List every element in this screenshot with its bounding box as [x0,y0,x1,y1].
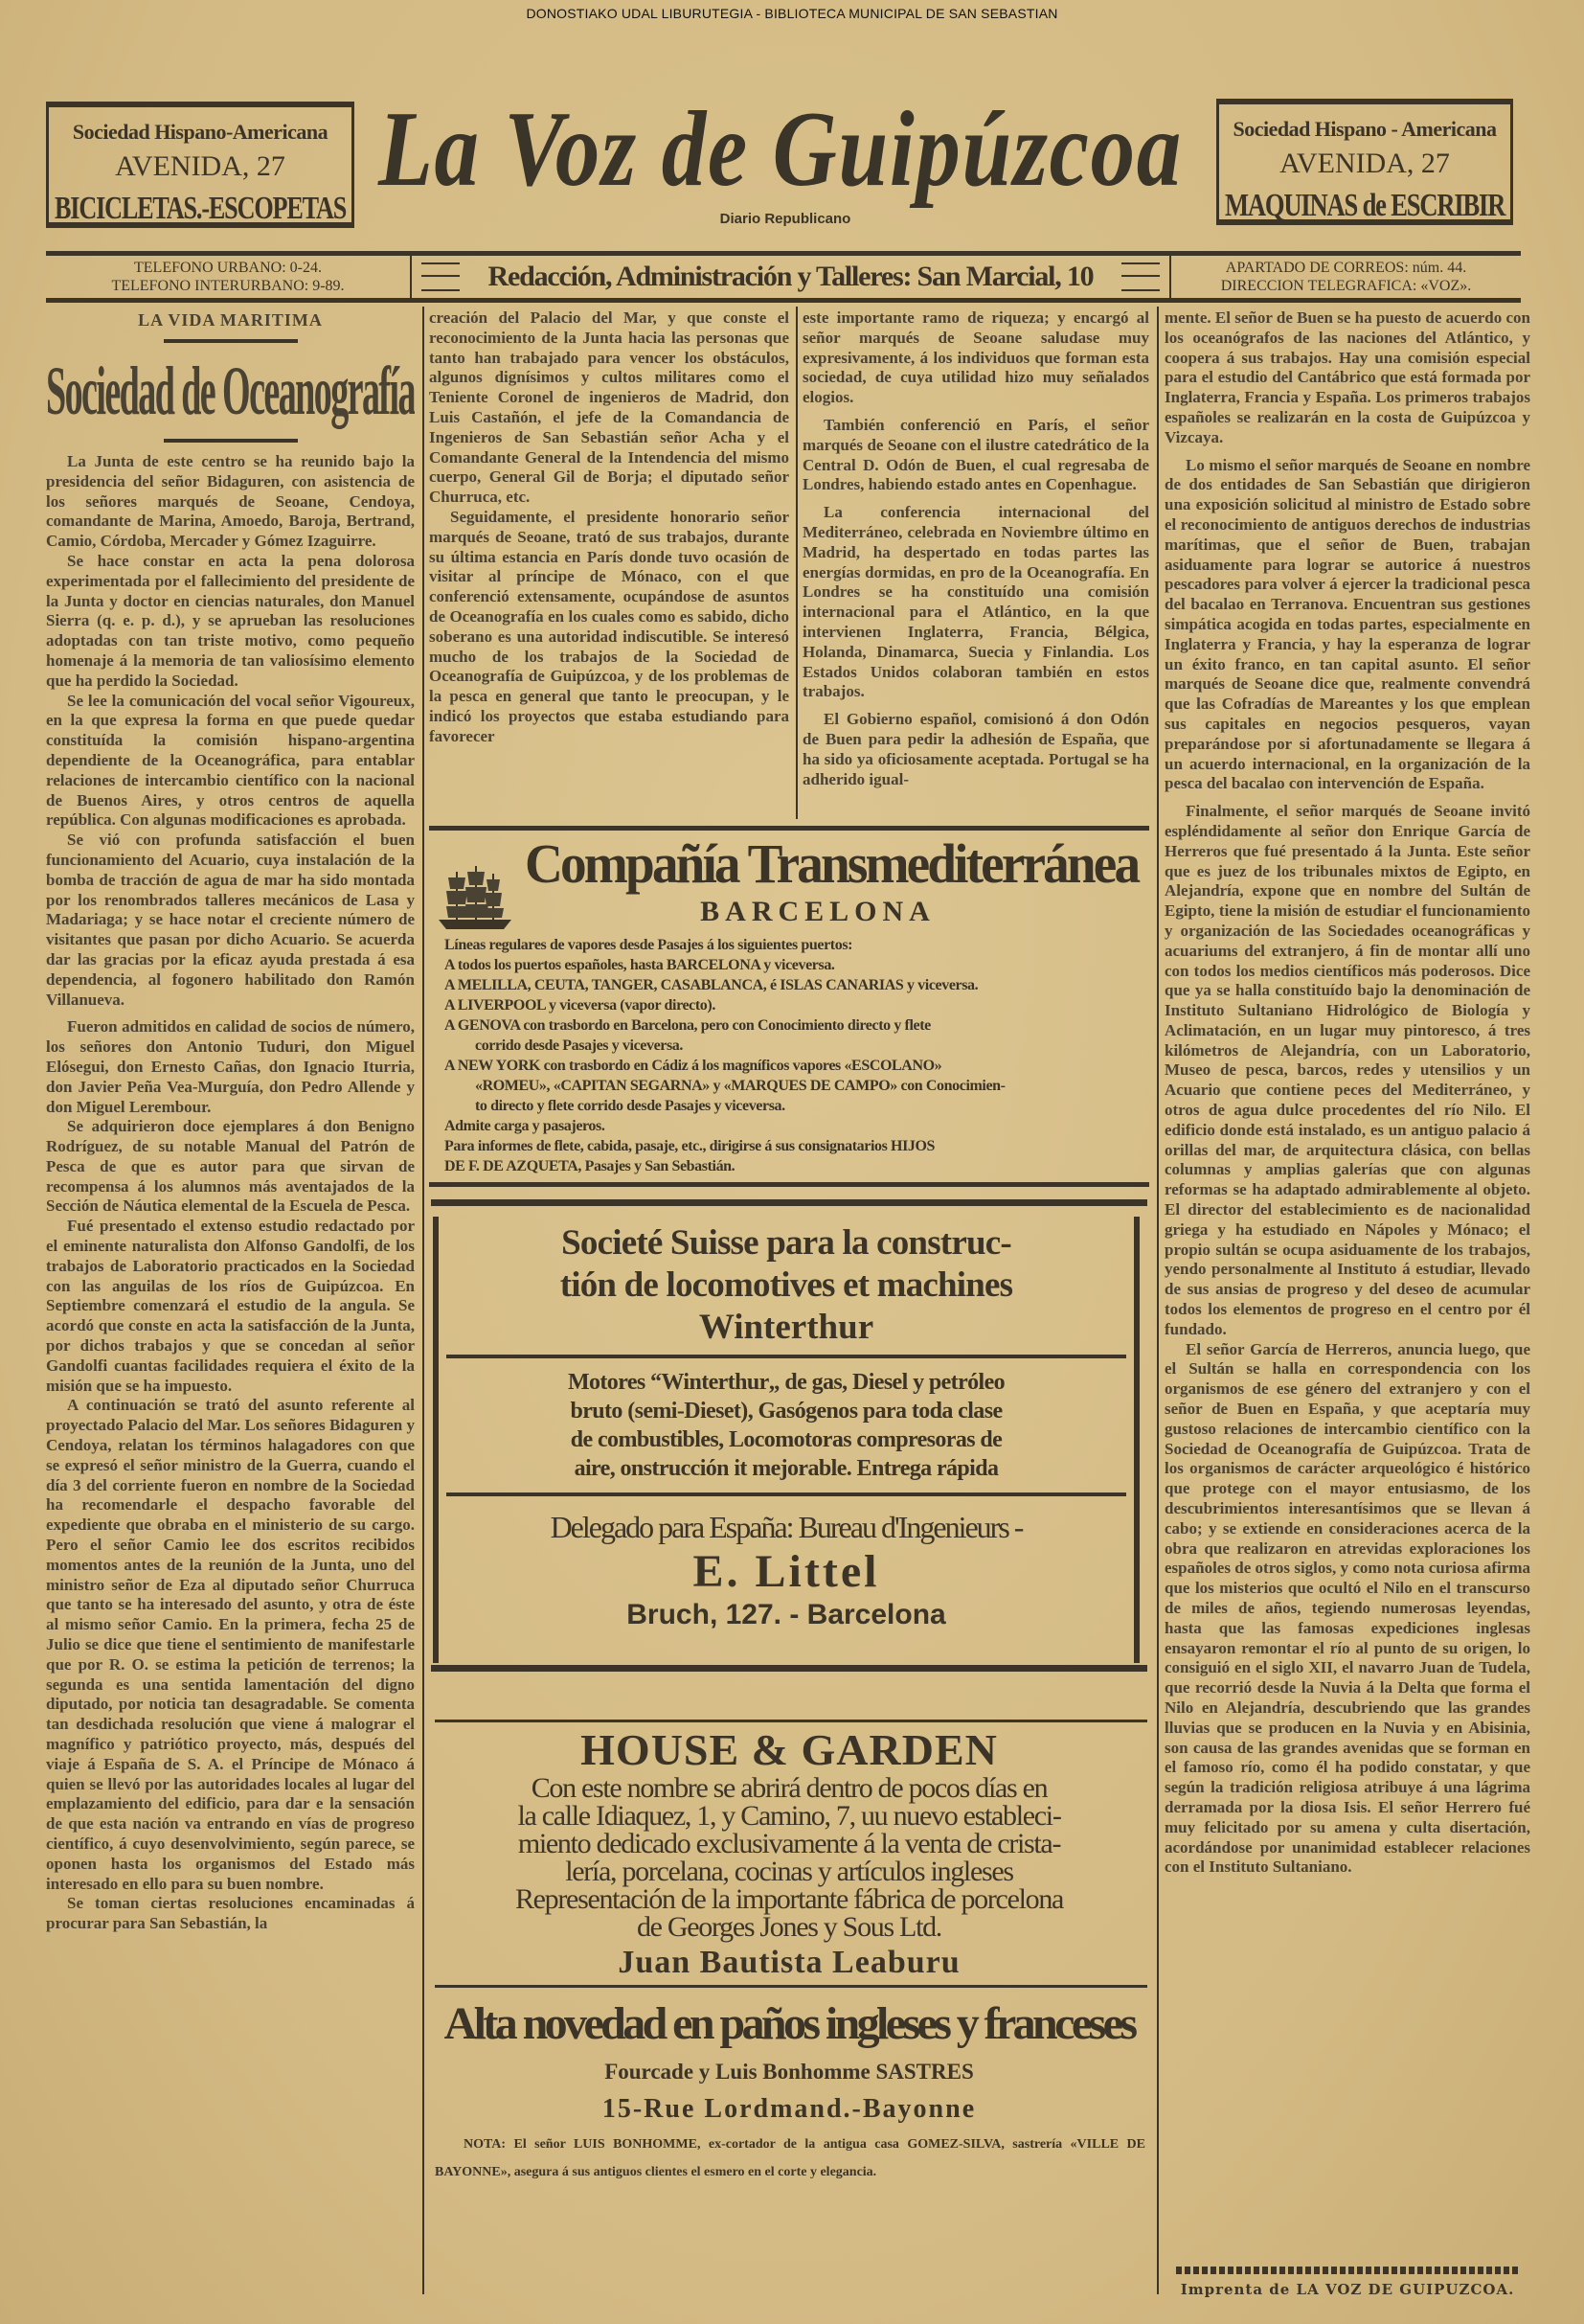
ad-body-line: de combustibles, Locomotoras compresoras de [570,1427,1003,1452]
ear-products: MAQUINAS de ESCRIBIR [1225,188,1505,223]
paragraph: Se vió con profunda satisfacción el buen funcionamiento del Acuario, cuya instalación de la bomba de tracción de agua de mar ha sido montada por los renombrados talleres mecánicos de Lasa y Madariaga; y se hace notar el creciente número de visitantes que pasan por dicho Acuario. Se acuerda dar las gracias por la eficaz ayuda prestada á esa dependencia, al fogonero habilitado don Ramón Villanueva. [46,831,415,1009]
phone-urban: TELEFONO URBANO: 0-24. [134,260,322,276]
paragraph: La conferencia internacional del Mediterráneo, celebrada en Noviembre último en Madrid, ha despertado en todas partes las energías dormidas, en pro de la Oceanografía. En Londres se ha constituído una comisión internacional para el Atlántico, en la que intervienen Inglaterra, Francia, Bélgica, Holanda, Dinamarca, Suecia y Finlandia. Los Estados Unidos colaboran también en estos trabajos. [803,503,1149,701]
ad-body-line: Motores “Winterthur„ de gas, Diesel y petróleo [567,1370,1006,1395]
article-column-2 [429,308,789,747]
ad-line: A GENOVA con trasbordo en Barcelona, pero con Conocimiento directo y flete [444,1017,931,1034]
ad-title-line: Societé Suisse para la construc- [561,1223,1011,1263]
ear-products: BICICLETAS.-ESCOPETAS [55,191,347,226]
paragraph: creación del Palacio del Mar, y que conste el reconocimiento de la Junta hacia las personas que tanto han trabajado para vencer los obstáculos, algunos dignísimos y cultos militares como el Teniente Coronel de ingenieros de Madrid, don Luis Castañón, el jefe de la Comandancia de Ingenieros de San Sebastián señor Acha y el Comandante General de la Intendencia del mismo cuerpo, General Gil de Borja; el diputado señor Churruca, etc. [429,308,789,507]
ad-line: A todos los puertos españoles, hasta BARCELONA y viceversa. [444,957,835,973]
paragraph: Se hace constar en acta la pena dolorosa experimentada por el fallecimiento del presidente de la Junta y doctor en ciencias naturales, don Manuel Sierra (q. e. p. d.), y se aprueban las resoluciones adoptadas con tan triste motivo, como pequeño homenaje á la memoria de tan valiosísimo elemento que ha perdido la Sociedad. [46,551,415,690]
ad-body-line: bruto (semi-Dieset), Gasógenos para toda clase [570,1399,1003,1424]
section-heading: LA VIDA MARITIMA [138,310,323,330]
left-ear-ad [46,102,354,228]
ad-line: Con este nombre se abrirá dentro de pocos días en [531,1772,1048,1804]
ad-title: Compañía Transmediterránea [525,832,1139,895]
ear-address: AVENIDA, 27 [1279,148,1450,179]
sailing-ship-icon [437,864,513,931]
paragraph: El señor García de Herreros, anuncia luego, que el Sultán se halla en correspondencia con los organismos de ese género del extranjero y con el señor de Buen en España, y que aceptaría muy gustoso relaciones de intercambio científico con la Sociedad de Oceanografía de Guipúzcoa. Trata de los organismos de carácter arqueológico é histórico que protege con el mayor entusiasmo, de los descubrimientos interesantísimos que se llevan á cabo; y se extiende en consideraciones acerca de la obra que realizaron en atrevidas exploraciones los españoles de otros siglos, y como nota curiosa afirma que los misterios que ocultó el Nilo en el transcurso de miles de años, tegiendo numerosas leyendas, hasta que las famosas expediciones inglesas ensayaron remontar el río al punto de su origen, lo consiguió en el siglo XII, el navarro Juan de Tudela, que recorrió desde la Nuvia á la Delta que forma el Nilo en Alejandría, descubriendo que las grandes lluvias que se producen en la Nuvia y en Abisinia, son causa de las grandes avenidas que se forman en el famoso río, como él ha podido constatar, y que según la tradición religiosa atribuye á una lágrima derramada por la diosa Isis. El señor Herrero fué muy felicitado por su amena y culta disertación, acordándose por unanimidad establecer relaciones con el Instituto Sultaniano. [1165,1339,1530,1877]
ad-title-line: tión de locomotives et machines [559,1265,1013,1305]
paragraph: Lo mismo el señor marqués de Seoane en nombre de dos entidades de San Sebastián que dirigieron una exposición solicitud al ministro de Estado sobre el reconocimiento de antiguos derechos de industrias marítimas, que el señor de Buen, trabajan asiduamente para lograr se autorice á nuestros pescadores para volver á ejercer la tradicional pesca del bacalao en Terranova. Encuentran sus gestiones simpática acogida en todas partes, especialmente en Inglaterra y Francia, y hay la esperanza de lograr un éxito franco, en tan capital asunto. El señor marqués de Seoane dice que, realmente convendrá que las Cofradías de Mareantes y los que emplean sus capitales en negocios pesqueros, vayan preparándose por si afortunadamente se llegara á un acuerdo internacional, en la organización de la pesca del bacalao con intervención de España. [1165,455,1530,793]
ad-line: «ROMEU», «CAPITAN SEGARNA» y «MARQUES DE CAMPO» con Conocimien- [475,1078,1006,1094]
ad-title: HOUSE & GARDEN [580,1725,998,1774]
imprint: Imprenta de LA VOZ DE GUIPUZCOA. [1180,2281,1515,2298]
ad-house-garden [429,1726,1149,1983]
paragraph: Se adquirieron doce ejemplares á don Benigno Rodríguez, de su notable Manual del Patrón de Pesca de que es autor para que sirvan de recompensa á los alumnos más aventajados de la Sección de Náutica elemental de la Escuela de Pesca. [46,1117,415,1216]
ad-line: DE F. DE AZQUETA, Pasajes y San Sebastián. [444,1158,735,1174]
phones [46,256,412,298]
right-ear-ad [1216,99,1513,225]
ad-line: Para informes de flete, cabida, pasaje, etc., dirigirse á sus consignatarios HIJOS [444,1138,936,1154]
ad-address: 15-Rue Lordmand.-Bayonne [601,2094,977,2124]
address-text: Redacción, Administración y Talleres: San Marcial, 10 [487,261,1094,292]
ear-address: AVENIDA, 27 [115,150,285,182]
paragraph: El Gobierno español, comisionó á don Odón de Buen para pedir la adhesión de España, que ha sido ya oficiosamente aceptada. Portugal se ha adherido igual- [803,710,1149,788]
paragraph: Finalmente, el señor marqués de Seoane invitó espléndidamente al señor don Enrique García de Herreros que fué presentado á la Junta. Este señor que es juez de los tribunales mixtos de Egipto, en Alejandría, expone que en nombre del Sultán de Egipto, tiene la misión de estudiar el funcionamiento y organización de las Sociedades oceanográficas y acuariums del extranjero, á fin de montar allí uno con todos los medios científicos más poderosos. Dice que ya se halla constituído bajo la denominación de Instituto Sultaniano Hidrológico de Biología y Aclimatación, en un lugar muy pintoresco, á tres kilómetros de Alejandría, con un Laboratorio, Museo de pesca, barcos, redes y utensilios y un Acuario que contiene peces del Mediterráneo, y otros de agua dulce procedentes del río Nilo. El edificio donde está instalado, es un antiguo palacio á orillas del mar, de arquitectura clásica, con bellas columnas y amplias galerías que con algunas reformas se ha adaptado admirablemente al objeto. El director del establecimiento es de nacionalidad griega y ha estudiado en Nápoles y Mónaco; el propio sultán se ocupa asiduamente de los trabajos, yendo personalmente al Instituto á estudiar, llevado de sus ansias de progreso y del deseo de acumular todos los elementos de progreso en el centro por él fundado. [1165,802,1530,1338]
ad-rule [431,1665,1147,1672]
ad-rule [429,1182,1149,1187]
ad-line: A LIVERPOOL y viceversa (vapor directo). [444,997,715,1014]
ad-title-line: Winterthur [698,1308,874,1347]
ad-city: BARCELONA [700,896,936,927]
ad-line: corrido desde Pasajes y viceversa. [475,1037,684,1054]
ad-rule [435,1985,1147,1988]
newspaper-title: La Voz de Guipúzcoa [378,90,1183,209]
ad-line: A MELILLA, CEUTA, TANGER, CASABLANCA, é ISLAS CANARIAS y viceversa. [444,977,979,993]
article-column-4 [1165,308,1530,2263]
paragraph: este importante ramo de riqueza; y encargó al señor marqués de Seoane saludase muy expresivamente, á los individuos que forman esta sociedad, de cuya utilidad hizo muy señalados elogios. [803,308,1149,407]
ad-firm: Fourcade y Luis Bonhomme SASTRES [604,2060,974,2084]
ear-company: Sociedad Hispano-Americana [72,120,328,144]
paragraph: mente. El señor de Buen se ha puesto de acuerdo con los oceanógrafos de las naciones del Atlántico, y coopera á sus trabajos. Hay una comisión especial para el estudio del Cantábrico que está formada por Inglaterra, Francia y España. Los primeros trabajos españoles se realizarán en la costa de Guipúzcoa y Vizcaya. [1165,308,1530,446]
ad-note: NOTA: El señor LUIS BONHOMME, ex-cortador de la antigua casa GOMEZ-SILVA, sastrería «VILLE DE BAYONNE», asegura á sus antiguos clientes el esmero en el corte y elegancia. [435,2137,1145,2179]
ad-title-wrap [525,832,1139,895]
paragraph: Se lee la comunicación del vocal señor Vigoureux, en la que expresa la forma en que puede quedar constituída la comisión hispano-argentina dependiente de la Oceanográfica, para entablar relaciones de intercambio científico con la nacional de Buenos Aires, y otros centros de aquella república. Con algunas modificaciones es aprobada. [46,691,415,830]
phone-interurban: TELEFONO INTERURBANO: 9-89. [111,278,345,294]
ad-tailors [429,1998,1149,2186]
ad-address: Bruch, 127. - Barcelona [626,1599,946,1630]
wavy-rule [1176,2267,1521,2274]
ad-line: de Georges Jones y Sous Ltd. [636,1911,942,1943]
ad-line: to directo y flete corrido desde Pasajes y viceversa. [475,1098,785,1114]
paragraph: Seguidamente, el presidente honorario señor marqués de Seoane, trató de sus trabajos, durante su última estancia en París donde tuvo ocasión de visitar al príncipe de Mónaco, con el que conferenció extensamente, ocupándose de asuntos de Oceanografía en los cuales como es sabido, dicho soberano es una autoridad indiscutible. Se interesó mucho de los trabajos de la Sociedad de Oceanografía de Guipúzcoa, y de los problemas de la pesca en general que tanto le preocupan, y le indicó los proyectos que estaba estudiando para favorecer [429,507,789,745]
ornament-bars [421,262,460,291]
ad-body-line: aire, onstrucción it mejorable. Entrega rápida [574,1456,999,1481]
divider [446,1355,1126,1358]
info-bar [46,251,1521,303]
ad-rule [431,1199,1147,1206]
ad-rule [435,1720,1147,1722]
ad-title: Alta novedad en paños ingleses y franceses [443,1998,1135,2049]
ad-line: la calle Idiaquez, 1, y Camino, 7, uu nuevo estableci- [517,1800,1061,1832]
headline: Sociedad de Oceanografía [46,353,415,429]
headline-wrap [46,351,415,431]
paragraph: Fué presentado el extenso estudio redactado por el eminente naturalista don Alfonso Gandolfi, de los trabajos de Laboratorio practicados en la Sociedad con las anguilas de los ríos de Guipúzcoa. En Septiembre comenzará el estudio de la angula. Se acordó que conste en acta la satisfacción de la Junta, por dichos trabajos y que se concedan al señor Gandolfi cuantas facilidades requiera el éxito de la misión que se ha impuesto. [46,1217,415,1395]
postal-info [1169,256,1521,298]
ad-transmediterranea [429,832,1149,1175]
paragraph: Se toman ciertas resoluciones encaminadas á procurar para San Sebastián, la [46,1894,415,1933]
paragraph: Fueron admitidos en calidad de socios de número, los señores don Antonio Tuduri, don Miguel Elósegui, don Ernesto Cañas, don Ignacio Iturria, don Javier Peña Vea-Murguía, don Pedro Allende y don Miguel Lerembour. [46,1017,415,1116]
telegraph-address: DIRECCION TELEGRAFICA: «VOZ». [1220,278,1472,294]
article-column-3 [803,308,1149,789]
ear-company: Sociedad Hispano - Americana [1233,117,1497,141]
ad-line: A NEW YORK con trasbordo en Cádiz á los magníficos vapores «ESCOLANO» [444,1058,942,1074]
column-rule [796,307,798,819]
divider [164,339,298,343]
ad-delegate: Delegado para España: Bureau d'Ingenieurs - [550,1510,1023,1544]
ad-line: Líneas regulares de vapores desde Pasajes á los siguientes puertos: [444,937,853,953]
column-rule [422,307,424,2294]
ad-lines [429,935,1149,1176]
newspaper-subtitle: Diario Republicano [719,211,851,227]
ad-winterthur [433,1217,1140,1663]
ad-line: miento dedicado exclusivamente á la venta de crista- [517,1828,1061,1859]
po-box: APARTADO DE CORREOS: núm. 44. [1225,260,1467,276]
paragraph: A continuación se trató del asunto referente al proyectado Palacio del Mar. Los señores Bidaguren y Cendoya, relatan los términos halagadores con que se expresó el señor ministro de la Guerra, cuando el día 3 del corriente fueron en nombre de la Sociedad ha recomendarle el despacho favorable del expediente que obraba en el ministerio de su cargo. Pero el señor Camio lee dos escritos recibidos momentos antes de la reunión de la Junta, uno del ministro señor de Eza al diputado señor Churruca que tanto se ha interesado del asunto, y otra de éste al mismo señor Camio. En la primera, fecha 25 de Julio se dice que tiene el sentimiento de manifestarle que por R. O. se estima la petición de terrenos; la segunda es una sentida lamentación del digno diputado, por noticia tan desagradable. Se comenta tan desdichada resolución que viene á malograr el magnífico y patriótico proyecto, más, después del viaje á España de S. A. el Príncipe de Mónaco á quien se llevó por las autoridades locales al lugar del emplazamiento del edificio, para dar e la sensación de que esta nación va entrando en vías de progreso científico, á cuyo desenvolvimiento, según parece, se oponen hasta los organismos del Estado más interesado en ello para su buen nombre. [46,1396,415,1893]
ornament-bars [1121,262,1160,291]
ad-line: Admite carga y pasajeros. [444,1118,605,1134]
ad-line: lería, porcelana, cocinas y artículos ingleses [565,1856,1013,1887]
divider [164,439,298,443]
office-address [412,256,1169,298]
ad-company-name: E. Littel [692,1546,880,1597]
divider [446,1492,1126,1496]
column-rule [1157,307,1159,2294]
paragraph: La Junta de este centro se ha reunido bajo la presidencia del señor Bidaguren, con asistencia de los señores marqués de Seoane, Cendoya, comandante de Marina, Amoedo, Baroja, Bertrand, Camio, Córdoba, Mercader y Gómez Izaguirre. [46,452,415,551]
article-column-1 [46,308,415,2301]
paragraph: También conferenció en París, el señor marqués de Seoane con el ilustre catedrático de la Central D. Odón de Buen, el cual regresaba de Londres, habiendo estado antes en Copenhague. [803,415,1149,494]
ad-rule [429,826,1149,831]
ad-line: Representación de la importante fábrica de porcelona [514,1883,1064,1915]
ad-signature: Juan Bautista Leaburu [618,1945,961,1980]
archive-banner: DONOSTIAKO UDAL LIBURUTEGIA - BIBLIOTECA MUNICIPAL DE SAN SEBASTIAN [526,6,1058,21]
